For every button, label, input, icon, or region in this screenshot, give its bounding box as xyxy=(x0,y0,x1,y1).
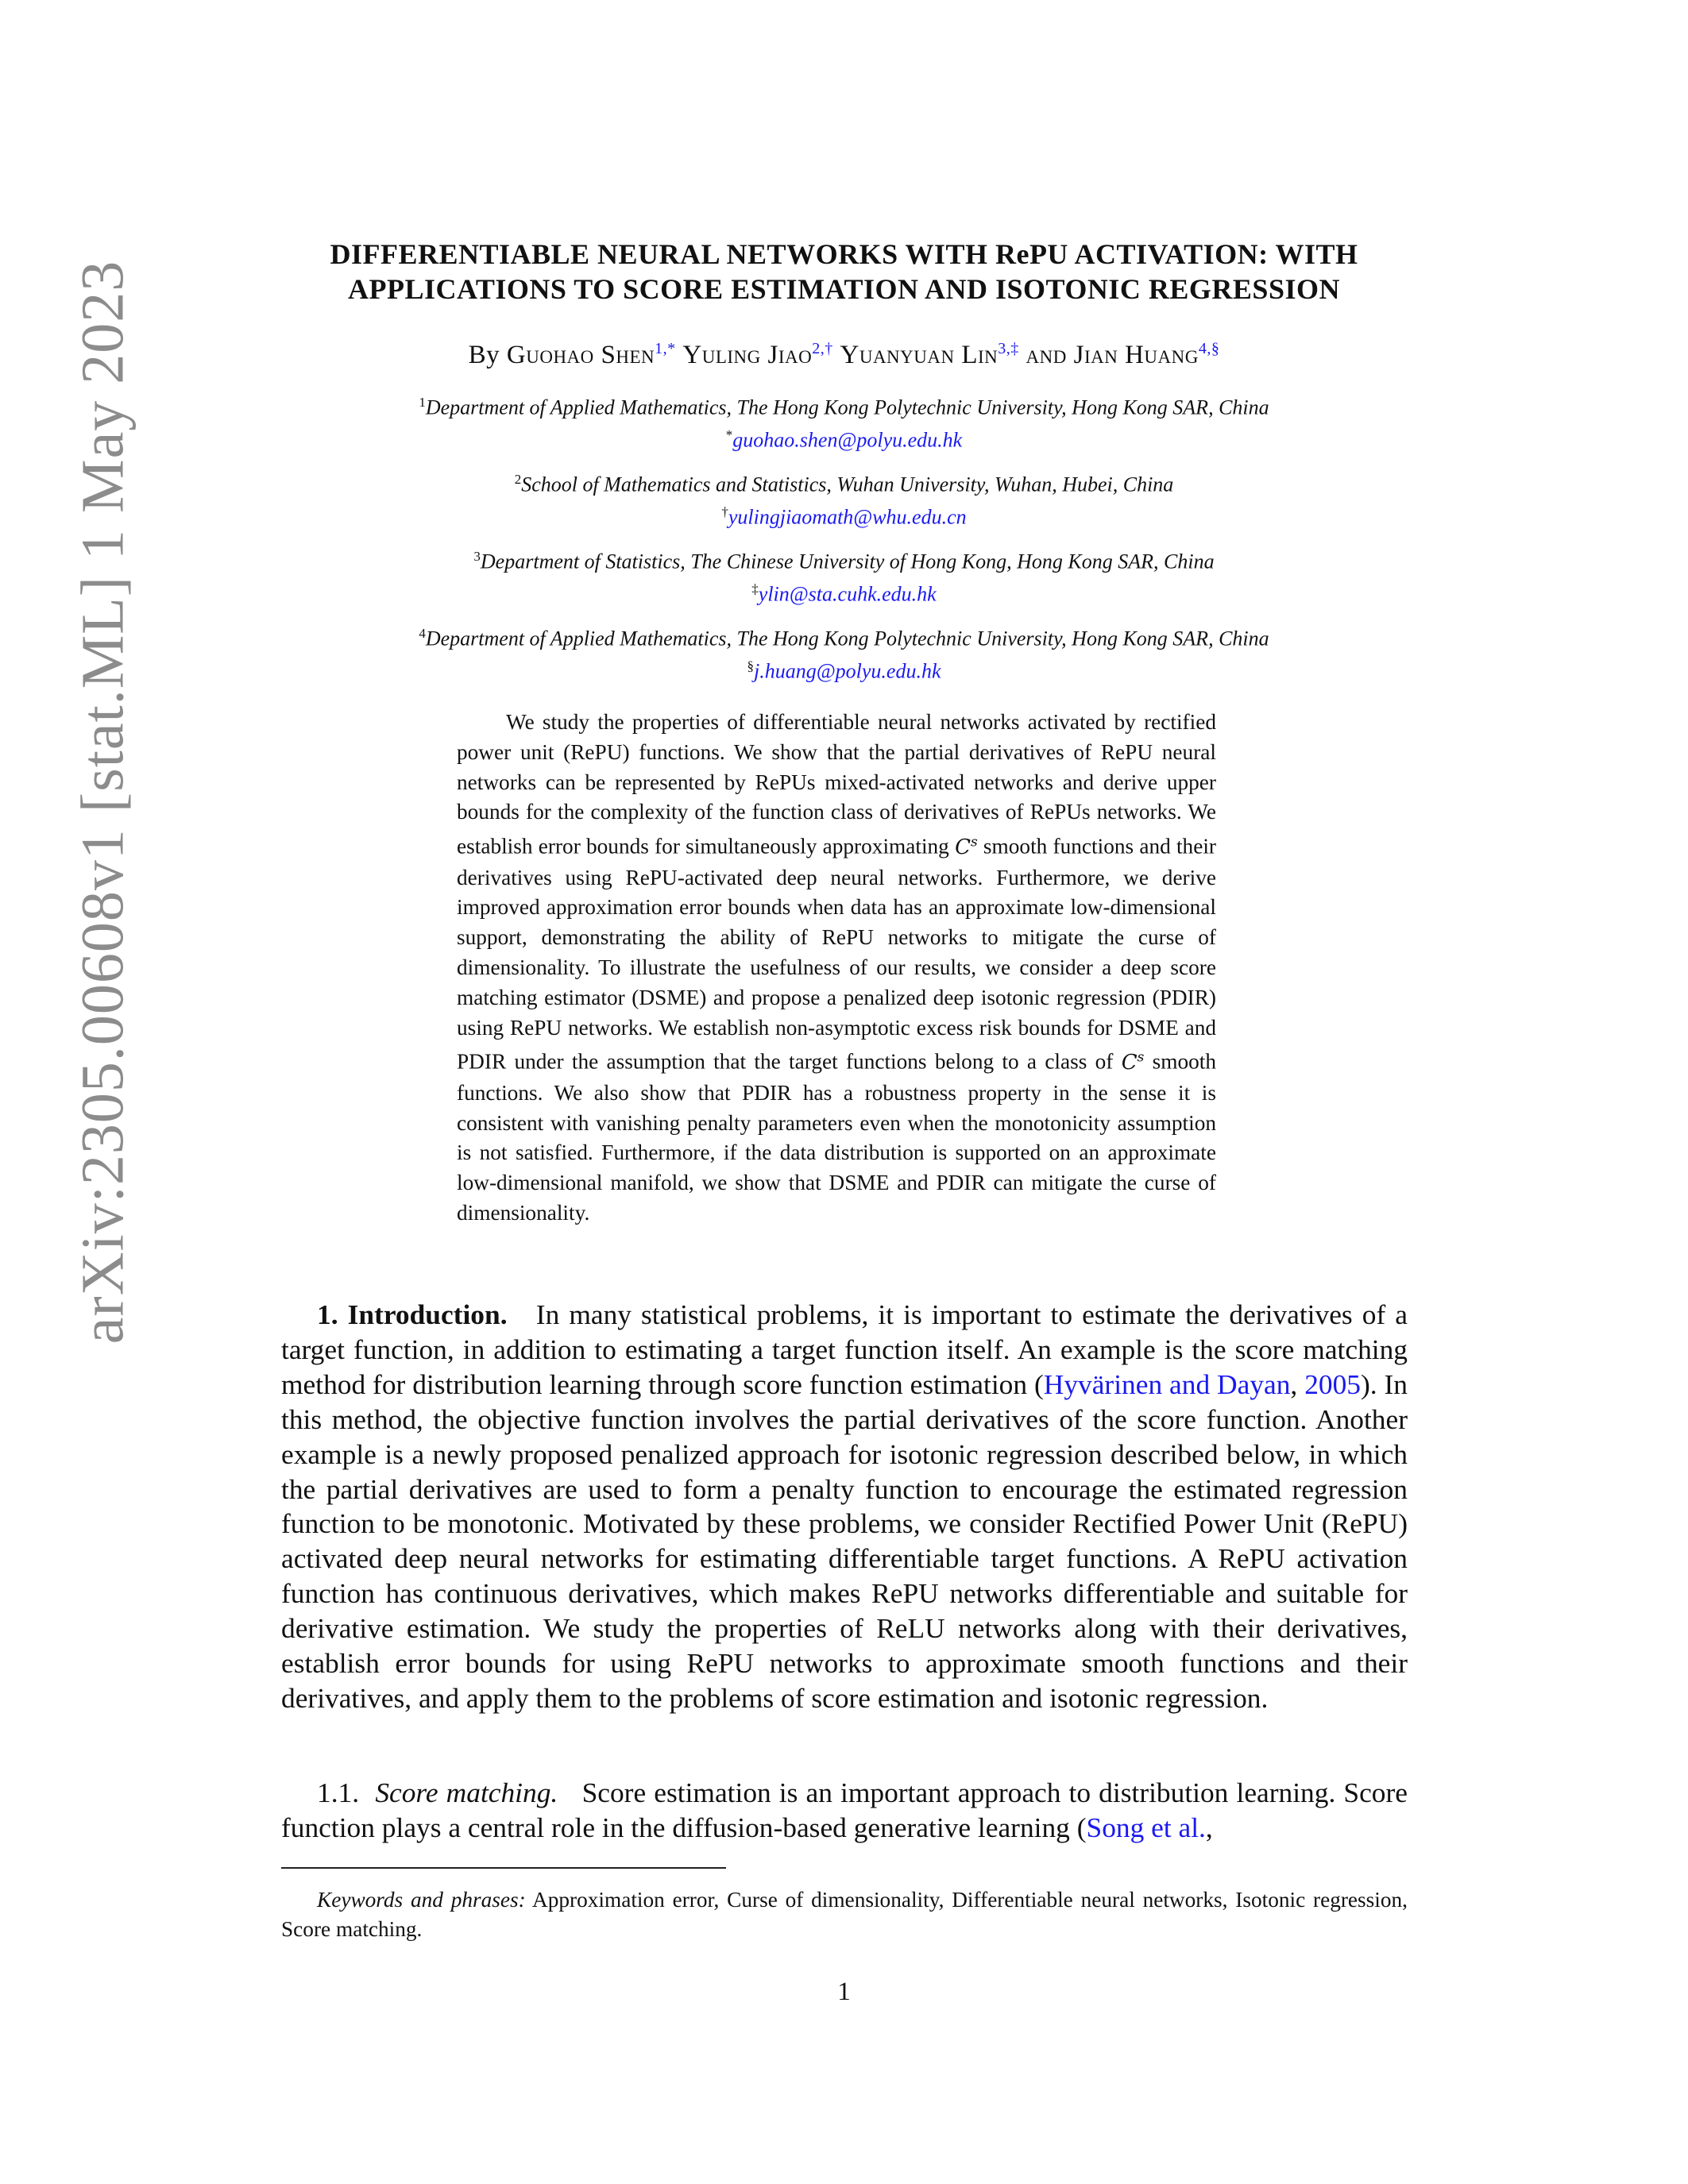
subsection-heading: Score matching. xyxy=(375,1777,558,1808)
keywords-label: Keywords and phrases: xyxy=(317,1888,526,1912)
email-link[interactable]: ylin@sta.cuhk.edu.hk xyxy=(758,582,937,606)
introduction-section xyxy=(281,1298,1408,1716)
citation-link[interactable]: Hyvärinen and Dayan xyxy=(1043,1368,1291,1400)
author-by: By xyxy=(468,341,500,369)
author-name: Yuanyuan Lin xyxy=(840,341,999,369)
keywords-text: Approximation error, Curse of dimensionality, Differentiable neural networks, Isotonic regression, Score matching. xyxy=(281,1888,1408,1941)
citation-trail: , xyxy=(1205,1811,1213,1843)
email-link[interactable]: yulingjiaomath@whu.edu.cn xyxy=(728,505,967,529)
subsection-number: 1.1. xyxy=(317,1777,360,1808)
affiliation-number: 4 xyxy=(419,626,426,641)
math-cs: $C^s$ xyxy=(955,834,978,859)
section-heading: 1. Introduction. xyxy=(317,1298,508,1330)
affiliation-number: 3 xyxy=(473,549,481,564)
abstract-text: smooth functions. We also show that PDIR has a robustness property in the sense it is consistent with vanishing penalty parameters even when the monotonicity assumption is not satisfied. Furthermore, if the data distribution is supported on an approximate low-dimensional manifold, we show that DSME and PDIR can mitigate the curse of dimensionality. xyxy=(457,1050,1216,1225)
footnote-rule xyxy=(281,1867,726,1869)
citation-year-link[interactable]: 2005 xyxy=(1304,1368,1361,1400)
body-text: In many statistical problems, it is important to estimate the derivatives of a target function, in addition to estimating a target function itself. An example is the score matching method for distribution learning through score function estimation ( xyxy=(281,1298,1408,1400)
affiliation-number: 1 xyxy=(419,395,426,410)
author-list xyxy=(238,340,1450,370)
keywords-footnote xyxy=(281,1885,1408,1944)
email-mark: * xyxy=(725,426,733,442)
body-text: ). In this method, the objective function involves the partial derivatives of the score function. Another example is a newly proposed penalized approach for isotonic regression described below, in which the partial derivatives are used to form a penalty function to encourage the estimated regression function to be monotonic. Motivated by these problems, we consider Rectified Power Unit (RePU) activated deep neural networks for estimating differentiable target functions. A RePU activation function has continuous derivatives, which makes RePU networks differentiable and suitable for derivative estimation. We study the properties of ReLU networks along with their derivatives, establish error bounds for using RePU networks to approximate smooth functions and their derivatives, and apply them to the problems of score estimation and isotonic regression. xyxy=(281,1368,1408,1714)
email-link[interactable]: j.huang@polyu.edu.hk xyxy=(754,659,941,683)
author-and: and xyxy=(1026,341,1067,369)
body-text: Score estimation is an important approach to distribution learning. Score function plays a central role in the diffusion-based generative learning ( xyxy=(281,1777,1408,1843)
affiliation-dept: Department of Statistics, The Chinese University of Hong Kong, Hong Kong SAR, China xyxy=(480,550,1215,573)
page-number: 1 xyxy=(837,1978,851,2006)
arxiv-identifier: arXiv:2305.00608v1 [stat.ML] 1 May 2023 xyxy=(69,260,137,1345)
author-affil-link[interactable]: 2,† xyxy=(812,340,833,357)
email-mark: § xyxy=(747,658,754,673)
author-affil-link[interactable]: 4,§ xyxy=(1198,340,1220,357)
affiliation-dept: School of Mathematics and Statistics, Wuhan University, Wuhan, Hubei, China xyxy=(521,473,1174,496)
title-line-2: APPLICATIONS TO SCORE ESTIMATION AND ISOTONIC REGRESSION xyxy=(348,273,1340,305)
affiliation-3 xyxy=(238,543,1450,608)
abstract-text: We study the properties of differentiable neural networks activated by rectified power unit (RePU) functions. We show that the partial derivatives of RePU neural networks can be represented by RePUs mixed-activated networks and derive upper bounds for the complexity of the function class of derivatives of RePUs networks. We establish error bounds for simultaneously approximating xyxy=(457,710,1216,859)
affiliation-2 xyxy=(238,466,1450,531)
abstract xyxy=(457,708,1216,1229)
citation-link[interactable]: Song et al. xyxy=(1086,1811,1206,1843)
affiliation-1 xyxy=(238,389,1450,453)
title-line-1: DIFFERENTIABLE NEURAL NETWORKS WITH RePU ACTIVATION: WITH xyxy=(330,238,1358,270)
citation-separator: , xyxy=(1290,1368,1305,1400)
author-affil-link[interactable]: 1,* xyxy=(655,340,676,357)
abstract-text: smooth functions and their derivatives using RePU-activated deep neural networks. Furthermore, we derive improved approximation error bounds when data has an approximate low-dimensional support, demonstrating the ability of RePU networks to mitigate the curse of dimensionality. To illustrate the usefulness of our results, we consider a deep score matching estimator (DSME) and propose a penalized deep isotonic regression (PDIR) using RePU networks. We establish non-asymptotic excess risk bounds for DSME and PDIR under the assumption that the target functions belong to a class of xyxy=(457,834,1216,1075)
author-affil-link[interactable]: 3,‡ xyxy=(998,340,1019,357)
email-mark: † xyxy=(721,504,728,519)
author-name: Yuling Jiao xyxy=(682,341,813,369)
author-name: Jian Huang xyxy=(1073,341,1199,369)
author-name: Guohao Shen xyxy=(506,341,655,369)
affiliation-dept: Department of Applied Mathematics, The Hong Kong Polytechnic University, Hong Kong SAR, China xyxy=(425,627,1269,650)
affiliation-number: 2 xyxy=(514,472,522,487)
email-mark: ‡ xyxy=(751,581,759,596)
score-matching-section xyxy=(281,1776,1408,1846)
email-link[interactable]: guohao.shen@polyu.edu.hk xyxy=(732,428,963,452)
affiliation-dept: Department of Applied Mathematics, The Hong Kong Polytechnic University, Hong Kong SAR, China xyxy=(425,396,1269,419)
affiliation-4 xyxy=(238,620,1450,685)
paper-title xyxy=(238,237,1450,307)
math-cs: $C^s$ xyxy=(1121,1049,1145,1075)
